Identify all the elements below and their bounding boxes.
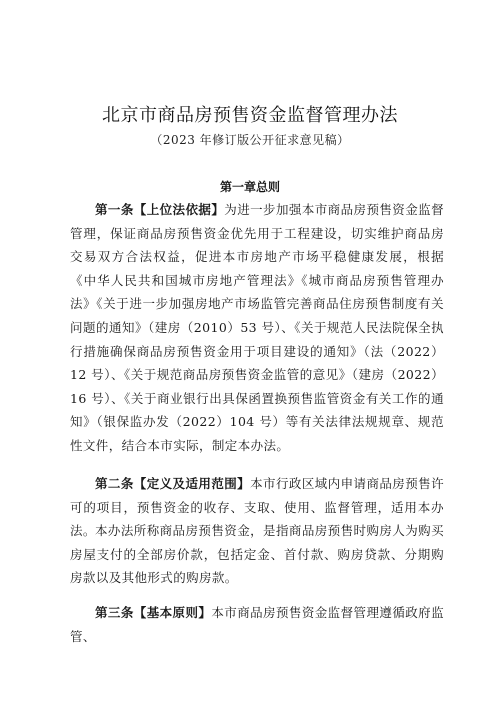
- article-2-label: 第二条【定义及适用范围】: [95, 476, 251, 491]
- article-2-paragraph-2: 本办法所称商品房预售资金，是指商品房预售时购房人为购买房屋支付的全部房价款，包括定金、首付款、购房贷款、分期购房款以及其他形式的购房款。: [70, 523, 444, 586]
- article-1: [70, 198, 444, 458]
- document-title: 北京市商品房预售资金监督管理办法: [102, 105, 398, 126]
- article-3-label: 第三条【基本原则】: [95, 605, 212, 620]
- article-1-label: 第一条【上位法依据】: [95, 202, 225, 217]
- article-1-text: 为进一步加强本市商品房预售资金监督管理，保证商品房预售资金优先用于工程建设，切实维护商品房交易双方合法权益，促进本市房地产市场平稳健康发展，根据《中华人民共和国城市房地产管理法》《城市商品房预售管理办法》《关于进一步加强房地产市场监管完善商品住房预售制度有关问题的通知》（建房（2010）53 号）、《关于规范人民法院保全执行措施确保商品房预售资金用于项目建设的通知》（法（2022）12 号）、《关于规范商品房预售资金监管的意见》（建房（2022）16 号）、《关于商业银行出具保函置换预售监管资金有关工作的通知》（银保监办发（2022）104 号）等有关法律法规规章、规范性文件，结合本市实际，制定本办法。: [70, 202, 445, 453]
- chapter-title: 第一章总则: [219, 180, 280, 194]
- document-subtitle: （2023 年修订版公开征求意见稿）: [150, 133, 350, 147]
- article-2-text: 本市行政区域内申请商品房预售许可的项目，预售资金的收存、支取、使用、监督管理，适用本办法。: [70, 476, 444, 539]
- article-3-text: 本市商品房预售资金监督管理遵循政府监管、: [70, 605, 444, 644]
- article-3: [70, 601, 444, 648]
